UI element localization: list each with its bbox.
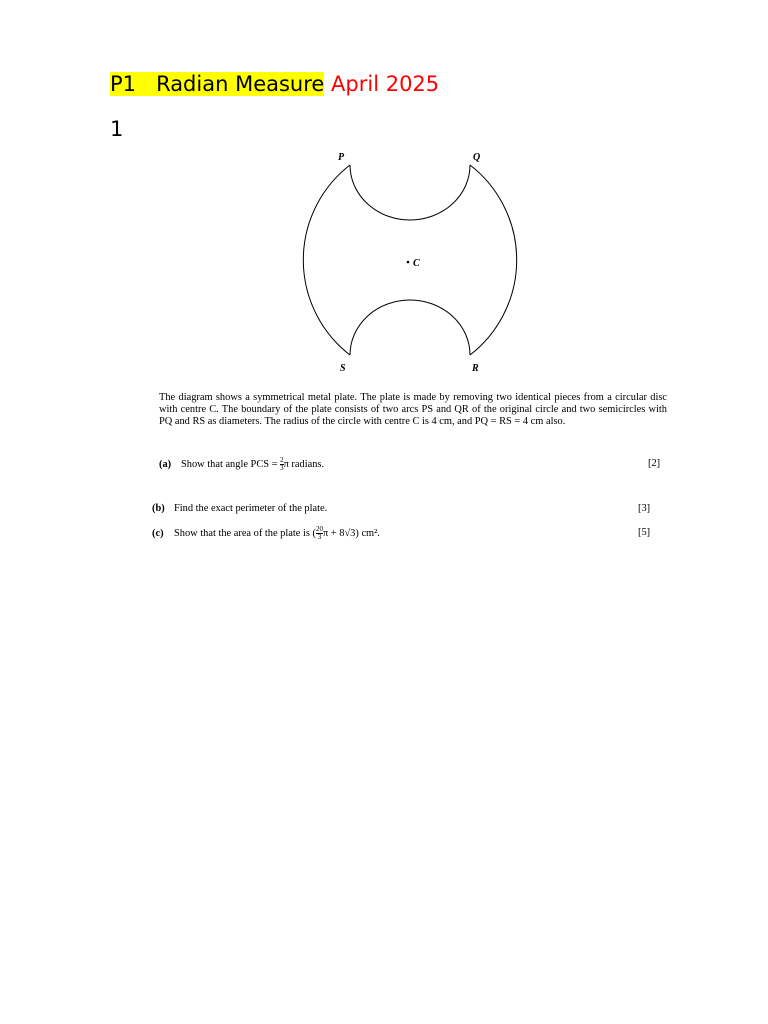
question-number: 1 [110,117,124,141]
label-p: P [338,152,345,163]
part-a [159,457,324,472]
centre-point [407,261,410,264]
part-b-label: (b) [152,503,165,514]
part-a-frac-num: 2 [280,456,284,464]
part-a-label: (a) [159,458,172,470]
part-c-text-mid: π + 8√3 [322,527,356,539]
heading-highlight [110,72,324,96]
metal-plate-diagram [280,145,540,375]
part-a-text-post: π radians. [283,458,325,470]
part-c-text-post: cm². [358,527,380,539]
part-b-mark: [3] [638,503,651,514]
part-c-mark: [5] [638,527,651,538]
part-b [152,502,327,516]
arc-ps [303,165,350,355]
semicircle-sr [350,300,470,355]
part-c: (c) Show that the area of the plate is ( $\frac{20}{3}$ π + 8√3) cm². [152,525,380,541]
part-a-mark: [2] [648,458,661,469]
label-r: R [472,363,479,374]
heading-date: April 2025 [331,72,440,96]
part-c-label: (c) [152,527,164,539]
label-c: C [413,258,420,269]
problem-description: The diagram shows a symmetrical metal plate. The plate is made by removing two identical pieces from a circular disc with centre C. The boundary of the plate consists of two arcs PS and QR of the original circle and two semicircles with PQ and RS as diameters. The radius of the circle with centre C is 4 cm, and PQ = RS = 4 cm also. [159,392,667,427]
arc-qr [470,165,517,355]
part-c-frac-num: 20 [315,525,323,533]
part-c-frac-den: 3 [317,533,322,541]
heading-topic: Radian Measure [156,72,325,96]
part-c-text: Show that the area of the plate is [174,527,313,539]
part-b-text: Find the exact perimeter of the plate. [174,503,328,514]
semicircle-pq [350,165,470,220]
page-heading [110,70,439,98]
part-a-text: Show that angle PCS = [181,458,281,470]
part-c-fraction [316,526,323,541]
heading-paper: P1 [110,72,137,96]
label-q: Q [473,152,481,163]
label-s: S [340,363,346,374]
part-a-frac-den: 3 [280,464,284,472]
